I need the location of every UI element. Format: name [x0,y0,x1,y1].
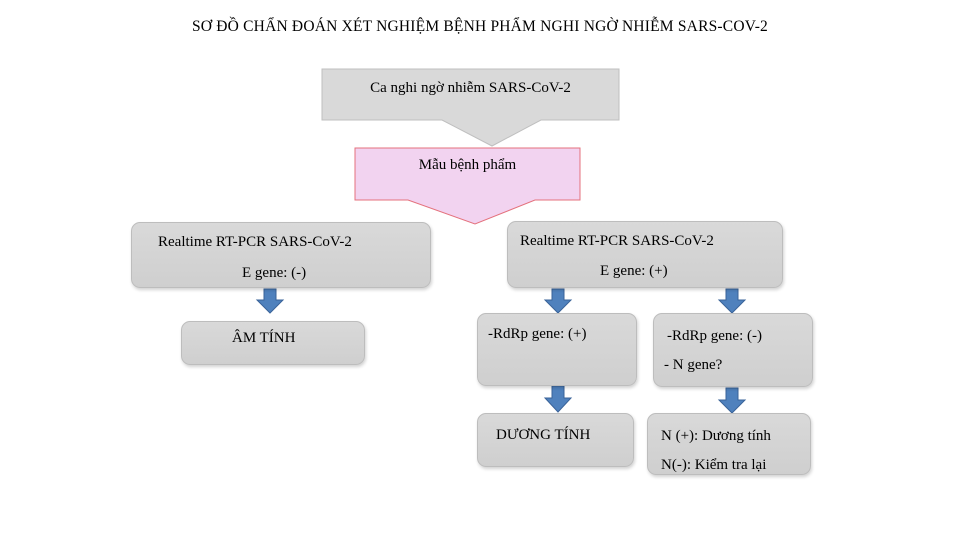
blue-down-arrow-rdrp-neg [719,289,745,313]
rdrp-positive-box [477,313,637,386]
blue-down-arrow-n-gene [719,388,745,413]
blue-down-arrow-left [257,289,283,313]
n-gene-result-box [647,413,811,475]
right-test-line1: Realtime RT-PCR SARS-CoV-2 [520,233,714,249]
specimen-label: Mẫu bệnh phẩm [418,157,517,173]
rdrp-negative-box [653,313,813,387]
negative-result-box [181,321,365,365]
diagram-title: SƠ ĐỒ CHẨN ĐOÁN XÉT NGHIỆM BỆNH PHẨM NGHI NGỜ NHIỄM SARS-COV-2 [191,18,768,35]
n-gene-positive-line: N (+): Dương tính [661,428,771,444]
left-test-line1: Realtime RT-PCR SARS-CoV-2 [158,234,352,250]
left-test-line2: E gene: (-) [242,265,307,281]
right-test-line2: E gene: (+) [600,263,668,279]
right-test-box [507,221,783,288]
rdrp-positive-label: -RdRp gene: (+) [488,326,587,342]
blue-down-arrow-rdrp-pos [545,289,571,313]
blue-down-arrow-positive [545,386,571,412]
negative-result-label: ÂM TÍNH [232,330,296,346]
n-gene-negative-line: N(-): Kiểm tra lại [661,457,767,473]
positive-result-box [477,413,634,467]
positive-result-label: DƯƠNG TÍNH [496,427,591,443]
suspected-case-label: Ca nghi ngờ nhiễm SARS-CoV-2 [370,80,571,96]
rdrp-negative-line2: - N gene? [664,357,723,373]
rdrp-negative-line1: -RdRp gene: (-) [667,328,762,344]
left-test-box [131,222,431,288]
